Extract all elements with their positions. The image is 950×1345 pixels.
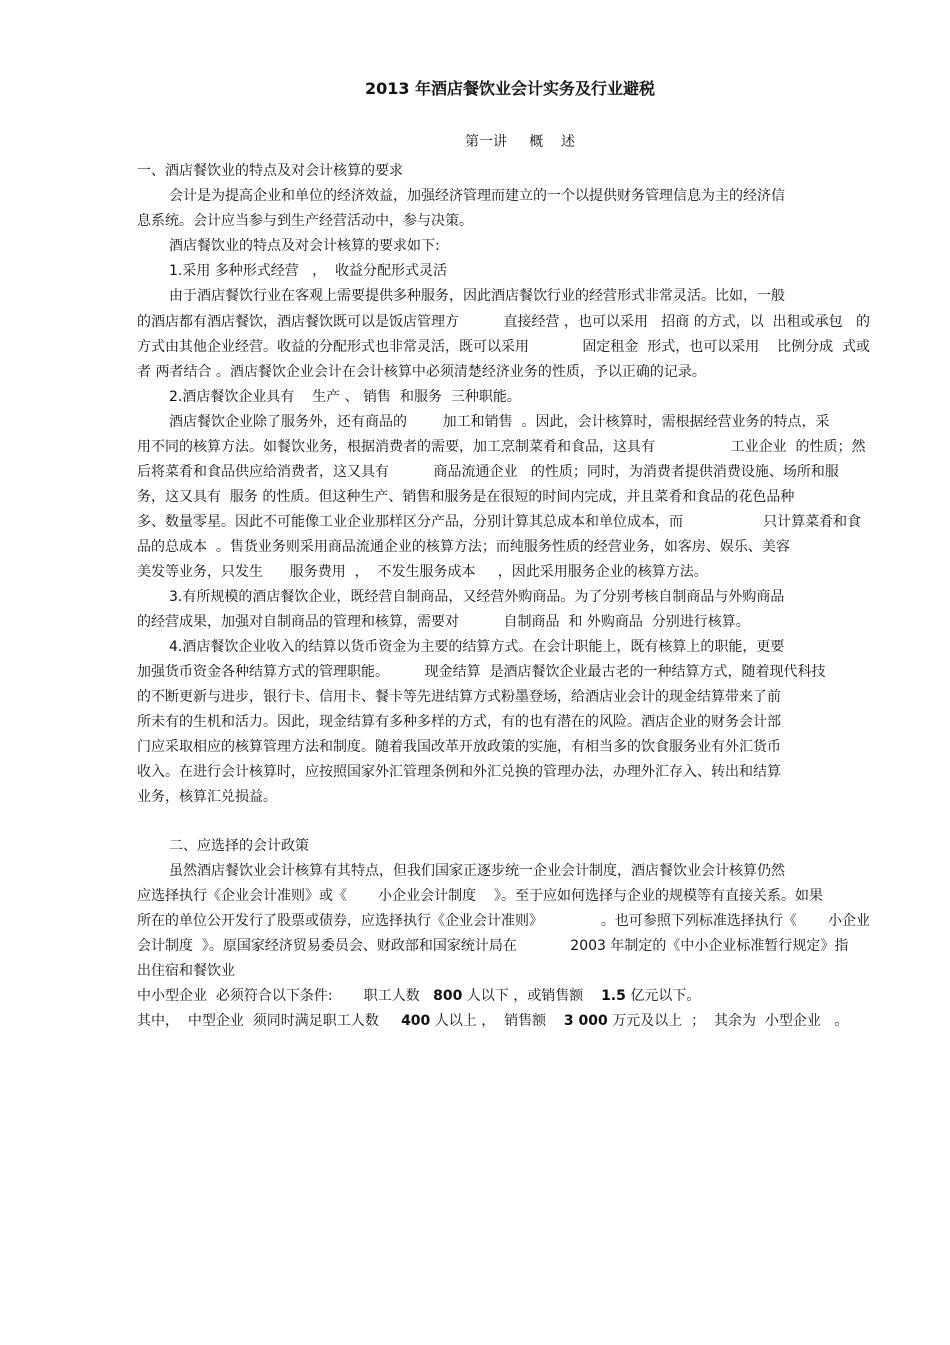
criteria-line-medium xyxy=(137,1011,848,1031)
section-heading: 二、应选择的会计政策 xyxy=(169,838,309,854)
paragraph-line: 2.酒店餐饮企业具有 生产 、 销售 和服务 三种职能。 xyxy=(169,389,521,405)
paragraph-line: 会计制度 》。原国家经济贸易委员会、财政部和国家统计局在 2003 年制定的《中小企业标准暂行规定》指 xyxy=(137,938,849,954)
paragraph-line: 品的总成本 。售货业务则采用商品流通企业的核算方法；而纯服务性质的经营业务，如客房、娱乐、美容 xyxy=(137,539,790,555)
paragraph-line: 息系统。会计应当参与到生产经营活动中，参与决策。 xyxy=(137,213,473,229)
criteria-line-medium-small xyxy=(137,986,700,1006)
paragraph-line: 由于酒店餐饮行业在客观上需要提供多种服务，因此酒店餐饮行业的经营形式非常灵活。比如，一般 xyxy=(169,288,785,304)
paragraph-line: 4.酒店餐饮企业收入的结算以货币资金为主要的结算方式。在会计职能上，既有核算上的职能，更要 xyxy=(169,639,785,655)
paragraph-line: 3.有所规模的酒店餐饮企业，既经营自制商品，又经营外购商品。为了分别考核自制商品与外购商品 xyxy=(169,589,785,605)
paragraph-line: 的经营成果，加强对自制商品的管理和核算，需要对 自制商品 和 外购商品 分别进行核算。 xyxy=(137,614,750,630)
paragraph-line: 的酒店都有酒店餐饮，酒店餐饮既可以是饭店管理方 直接经营 ，也可以采用 招商 的方式，以 出租或承包 的 xyxy=(137,314,871,330)
paragraph-line: 方式由其他企业经营。收益的分配形式也非常灵活，既可以采用 固定租金 形式，也可以采用 比例分成 式或 xyxy=(137,339,871,355)
sales-min-value: 3 000 xyxy=(563,1013,608,1029)
paragraph-line: 加强货币资金各种结算方式的管理职能。 现金结算 是酒店餐饮企业最古老的一种结算方式，随着现代科技 xyxy=(137,664,826,680)
paragraph-line: 1.采用 多种形式经营 ， 收益分配形式灵活 xyxy=(169,263,448,279)
criteria-text: 人以下 ，或销售额 xyxy=(462,988,602,1004)
sales-limit-value: 1.5 xyxy=(601,988,626,1004)
criteria-text: 中小型企业 必须符合以下条件: 职工人数 xyxy=(137,988,434,1004)
employee-limit-value: 800 xyxy=(433,988,463,1004)
paragraph-line: 的不断更新与进步，银行卡、信用卡、餐卡等先进结算方式粉墨登场，给酒店业会计的现金结算带来了前 xyxy=(137,689,781,705)
employee-min-value: 400 xyxy=(401,1013,431,1029)
paragraph-line: 酒店餐饮业的特点及对会计核算的要求如下: xyxy=(169,238,440,254)
paragraph-line: 后将菜肴和食品供应给消费者，这又具有 商品流通企业 的性质；同时，为消费者提供消费设施、场所和服 xyxy=(137,464,839,480)
paragraph-line: 所未有的生机和活力。因此，现金结算有多种多样的方式，有的也有潜在的风险。酒店企业的财务会计部 xyxy=(137,714,781,730)
section-heading: 一、酒店餐饮业的特点及对会计核算的要求 xyxy=(137,163,403,179)
paragraph-line: 所在的单位公开发行了股票或债券，应选择执行《企业会计准则》 。也可参照下列标准选择执行《 小企业 xyxy=(137,913,871,929)
paragraph-line: 应选择执行《企业会计准则》或《 小企业会计制度 》。至于应如何选择与企业的规模等有直接关系。如果 xyxy=(137,888,823,904)
criteria-text: 亿元以下。 xyxy=(625,988,701,1004)
paragraph-line: 多、数量零星。因此不可能像工业企业那样区分产品，分别计算其总成本和单位成本，而 只计算菜肴和食 xyxy=(137,514,862,530)
paragraph-line: 美发等业务，只发生 服务费用 ， 不发生服务成本 ，因此采用服务企业的核算方法。 xyxy=(137,564,708,580)
criteria-text: 其中， 中型企业 须同时满足职工人数 xyxy=(137,1013,402,1029)
paragraph-line: 出住宿和餐饮业 xyxy=(137,963,235,979)
paragraph-line: 酒店餐饮企业除了服务外，还有商品的 加工和销售 。因此，会计核算时，需根据经营业务的特点，采 xyxy=(169,414,830,430)
paragraph-line: 虽然酒店餐饮业会计核算有其特点，但我们国家正逐步统一企业会计制度，酒店餐饮业会计核算仍然 xyxy=(169,863,785,879)
paragraph-line: 务，这又具有 服务 的性质。但这种生产、销售和服务是在很短的时间内完成，并且菜肴和食品的花色品种 xyxy=(137,489,795,505)
criteria-text: 人以上 ， 销售额 xyxy=(430,1013,564,1029)
paragraph-line: 会计是为提高企业和单位的经济效益，加强经济管理而建立的一个以提供财务管理信息为主的经济信 xyxy=(169,188,785,204)
lecture-heading: 第一讲 概 述 xyxy=(464,134,576,150)
paragraph-line: 业务，核算汇兑损益。 xyxy=(137,789,277,805)
document-title: 2013 年酒店餐饮业会计实务及行业避税 xyxy=(364,79,656,98)
paragraph-line: 收入。在进行会计核算时，应按照国家外汇管理条例和外汇兑换的管理办法，办理外汇存入、转出和结算 xyxy=(137,764,781,780)
paragraph-line: 者 两者结合 。酒店餐饮企业会计在会计核算中必须清楚经济业务的性质，予以正确的记录。 xyxy=(137,364,706,380)
paragraph-line: 门应采取相应的核算管理方法和制度。随着我国改革开放政策的实施，有相当多的饮食服务业有外汇货币 xyxy=(137,739,781,755)
criteria-text: 万元及以上 ； 其余为 小型企业 。 xyxy=(607,1013,849,1029)
paragraph-line: 用不同的核算方法。如餐饮业务，根据消费者的需要，加工烹制菜肴和食品，这具有 工业企业 的性质；然 xyxy=(137,439,866,455)
